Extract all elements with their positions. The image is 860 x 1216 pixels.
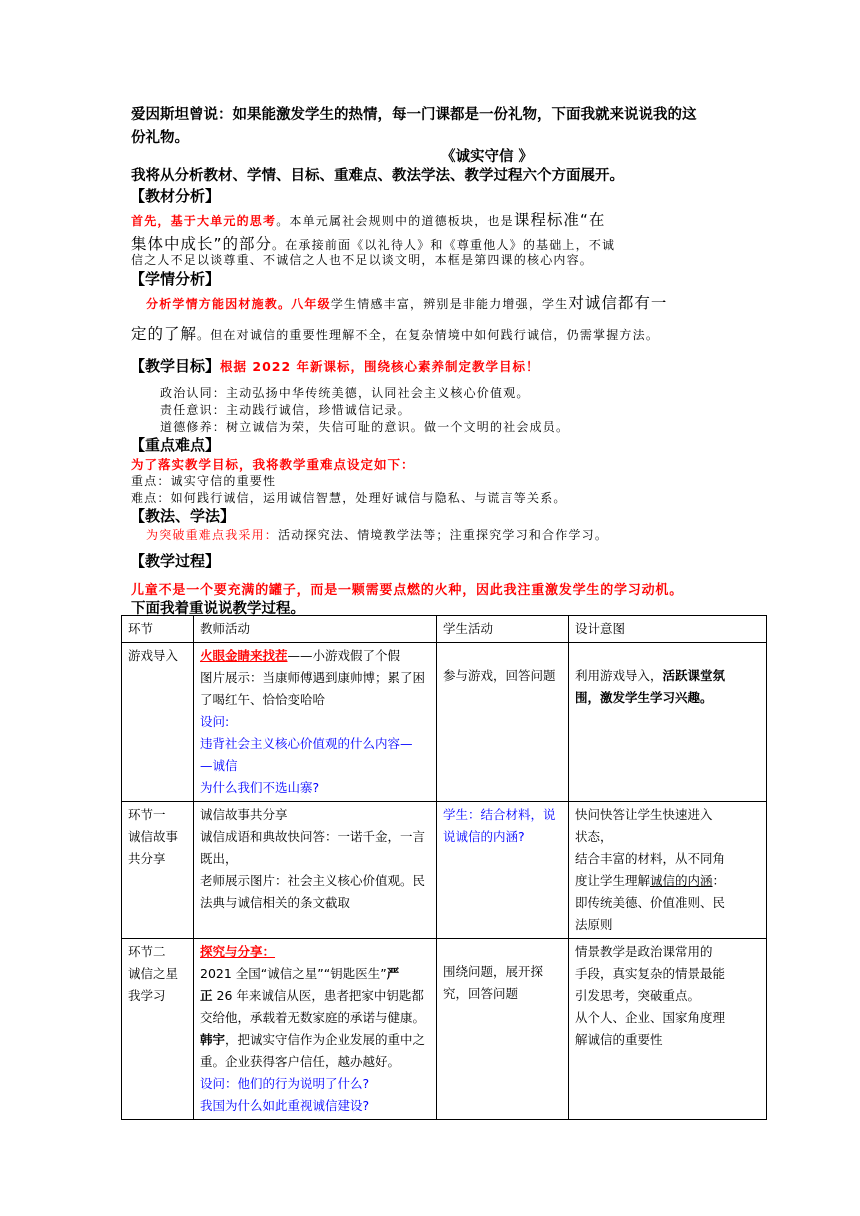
design-text-bold: 活跃课堂氛 xyxy=(662,668,726,683)
design-line: 法原则 xyxy=(575,917,613,932)
heading-process: 【教学过程】 xyxy=(130,552,221,570)
question-line: 为什么我们不选山寨? xyxy=(200,780,320,795)
methods-red-lead: 为突破重难点我采用： xyxy=(146,528,279,542)
goal-item-3: 道德修养：树立诚信为荣，失信可耻的意识。做一个文明的社会成员。 xyxy=(160,420,570,434)
student-activity-cell xyxy=(437,939,569,1120)
design-line: 即传统美德、价值准则、民 xyxy=(575,895,726,910)
table-row xyxy=(122,939,767,1120)
column-header: 教师活动 xyxy=(194,616,437,643)
table-row xyxy=(122,643,767,802)
question-line: —诚信 xyxy=(200,758,238,773)
teacher-line xyxy=(200,985,430,1007)
column-header: 设计意图 xyxy=(569,616,767,643)
student-activity-cell xyxy=(437,802,569,939)
textbook-text-2-big: 集体中成长”的部分 xyxy=(131,235,273,253)
difficult-point: 难点：如何践行诚信，运用诚信智慧，处理好诚信与隐私、与谎言等关系。 xyxy=(131,491,567,505)
process-red-note: 儿童不是一个要充满的罐子，而是一颗需要点燃的火种，因此我注重激发学生的学习动机。 xyxy=(131,583,684,598)
teacher-line: 既出， xyxy=(200,851,238,866)
teacher-line: 诚信成语和典故快问答：一诺千金，一言 xyxy=(200,829,426,844)
students-text-2: 。但在对诚信的重要性理解不全，在复杂情境中如何践行诚信，仍需掌握方法。 xyxy=(197,328,660,342)
key-point: 重点：诚实守信的重要性 xyxy=(131,474,277,488)
table-header-row xyxy=(122,616,767,643)
student-text: 说诚信的内涵? xyxy=(443,829,525,844)
teacher-line: 了喝红午、恰恰变哈哈 xyxy=(200,692,326,707)
stage-label: 共分享 xyxy=(128,851,166,866)
design-line: 从个人、企业、国家角度理 xyxy=(575,1010,726,1025)
design-intent-cell xyxy=(569,802,767,939)
textbook-text-1-big: 课程标准“在 xyxy=(513,211,606,229)
textbook-text-1: 。本单元属社会规则中的道德板块，也是 xyxy=(276,214,514,228)
design-text: ： xyxy=(712,873,726,888)
stage-label: 我学习 xyxy=(128,988,166,1003)
goals-line xyxy=(130,355,540,376)
lesson-title: 《诚实守信 》 xyxy=(441,149,534,165)
design-line xyxy=(575,665,760,687)
question-line: 设问：他们的行为说明了什么? xyxy=(200,1076,370,1091)
methods-text: 活动探究法、情境教学法等；注重探究学习和合作学习。 xyxy=(278,528,609,542)
goals-red-note: 根据 2022 年新课标，围绕核心素养制定教学目标！ xyxy=(220,359,540,374)
design-line: 快问快答让学生快速进入 xyxy=(575,807,713,822)
students-text-1-big: 对诚信都有一 xyxy=(568,294,668,312)
methods-line xyxy=(146,524,608,543)
design-line: 状态， xyxy=(575,829,613,844)
textbook-line-3: 信之人不足以谈尊重、不诚信之人也不足以谈文明，本框是第四课的核心内容。 xyxy=(131,253,594,267)
design-line: 结合丰富的材料，从不同角 xyxy=(575,851,726,866)
stage-cell xyxy=(122,643,194,802)
stage-label: 诚信之星 xyxy=(128,966,179,981)
heading-students: 【学情分析】 xyxy=(130,270,221,288)
design-line: 手段，真实复杂的情景最能 xyxy=(575,966,726,981)
student-text: 究，回答问题 xyxy=(443,986,519,1001)
student-text: 学生：结合材料，说 xyxy=(443,807,556,822)
teacher-line xyxy=(200,1029,430,1051)
goal-item-1: 政治认同：主动弘扬中华传统美德，认同社会主义核心价值观。 xyxy=(160,386,530,400)
student-activity-cell xyxy=(437,643,569,802)
column-header: 环节 xyxy=(122,616,194,643)
design-intent-cell xyxy=(569,939,767,1120)
heading-methods: 【教法、学法】 xyxy=(130,507,236,525)
table-row xyxy=(122,802,767,939)
stage-label: 游戏导入 xyxy=(128,648,179,663)
teacher-text: ，把诚实守信作为企业发展的重中之 xyxy=(225,1032,426,1047)
textbook-red-lead: 首先，基于大单元的思考 xyxy=(131,214,277,228)
stage-label: 环节二 xyxy=(128,944,166,959)
question-line: 违背社会主义核心价值观的什么内容— xyxy=(200,736,413,751)
keypoints-red-note: 为了落实教学目标，我将教学重难点设定如下： xyxy=(131,457,415,472)
design-line: 情景教学是政治课常用的 xyxy=(575,944,713,959)
game-title-rest: ——小游戏假了个假 xyxy=(287,648,401,663)
teacher-text-bold: 严 xyxy=(386,966,400,981)
students-red-lead: 分析学情方能因材施教。八年级 xyxy=(146,297,331,311)
teacher-line: 交给他，承载着无数家庭的承诺与健康。 xyxy=(200,1010,426,1025)
stage-cell xyxy=(122,939,194,1120)
design-line: 围，激发学生学习兴趣。 xyxy=(575,690,713,705)
heading-textbook: 【教材分析】 xyxy=(130,187,221,205)
teacher-text-bold: 正 xyxy=(200,988,213,1003)
teacher-activity-cell xyxy=(194,643,437,802)
design-intent-cell xyxy=(569,643,767,802)
teacher-text: 2021 全国“诚信之星”“钥匙医生” xyxy=(200,966,387,981)
stage-cell xyxy=(122,802,194,939)
stage-label: 诚信故事 xyxy=(128,829,179,844)
heading-keypoints: 【重点难点】 xyxy=(130,436,221,454)
design-text: 利用游戏导入， xyxy=(575,668,663,683)
process-intro: 下面我着重说说教学过程。 xyxy=(131,601,305,617)
teacher-line: 法典与诚信相关的条文截取 xyxy=(200,895,351,910)
teacher-activity-cell xyxy=(194,939,437,1120)
teacher-line: 诚信故事共分享 xyxy=(200,807,288,822)
teacher-text: 26 年来诚信从医，患者把家中钥匙都 xyxy=(212,988,424,1003)
goal-item-2: 责任意识：主动践行诚信，珍惜诚信记录。 xyxy=(160,403,411,417)
textbook-text-2: 。在承接前面《以礼待人》和《尊重他人》的基础上，不诚 xyxy=(272,238,616,252)
student-text: 参与游戏，回答问题 xyxy=(443,668,556,683)
students-line-1 xyxy=(146,291,667,313)
teacher-line xyxy=(200,645,430,667)
intro-line-3: 我将从分析教材、学情、目标、重难点、教法学法、教学过程六个方面展开。 xyxy=(131,168,624,184)
teacher-line: 老师展示图片：社会主义核心价值观。民 xyxy=(200,873,426,888)
textbook-line-1 xyxy=(131,208,605,230)
question-line: 我国为什么如此重视诚信建设? xyxy=(200,1098,370,1113)
intro-line-1: 爱因斯坦曾说：如果能激发学生的热情，每一门课都是一份礼物，下面我就来说说我的这 xyxy=(131,107,697,123)
heading-goals: 【教学目标】 xyxy=(130,357,221,375)
design-line: 引发思考，突破重点。 xyxy=(575,988,701,1003)
design-line xyxy=(575,870,760,892)
design-text: 度让学生理解 xyxy=(575,873,651,888)
teacher-activity-cell xyxy=(194,802,437,939)
design-line: 解诚信的重要性 xyxy=(575,1032,663,1047)
teaching-process-table xyxy=(121,615,767,1120)
teacher-line: 图片展示：当康师傅遇到康帅博；累了困 xyxy=(200,670,426,685)
teacher-line xyxy=(200,963,430,985)
students-line-2 xyxy=(131,322,659,344)
teacher-line: 重。企业获得客户信任，越办越好。 xyxy=(200,1054,401,1069)
intro-line-2: 份礼物。 xyxy=(131,130,189,146)
student-text: 围绕问题，展开探 xyxy=(443,964,544,979)
students-text-2-big: 定的了解 xyxy=(131,325,198,343)
students-text-1: 学生情感丰富，辨别是非能力增强，学生 xyxy=(330,297,569,311)
stage-label: 环节一 xyxy=(128,807,166,822)
teacher-text-bold: 韩宇 xyxy=(200,1032,226,1047)
design-text-underlined: 诚信的内涵 xyxy=(650,873,713,888)
question-label: 设问: xyxy=(200,714,230,729)
explore-title: 探究与分享： xyxy=(200,944,276,959)
game-title: 火眼金睛来找茬 xyxy=(200,648,288,663)
column-header: 学生活动 xyxy=(437,616,569,643)
